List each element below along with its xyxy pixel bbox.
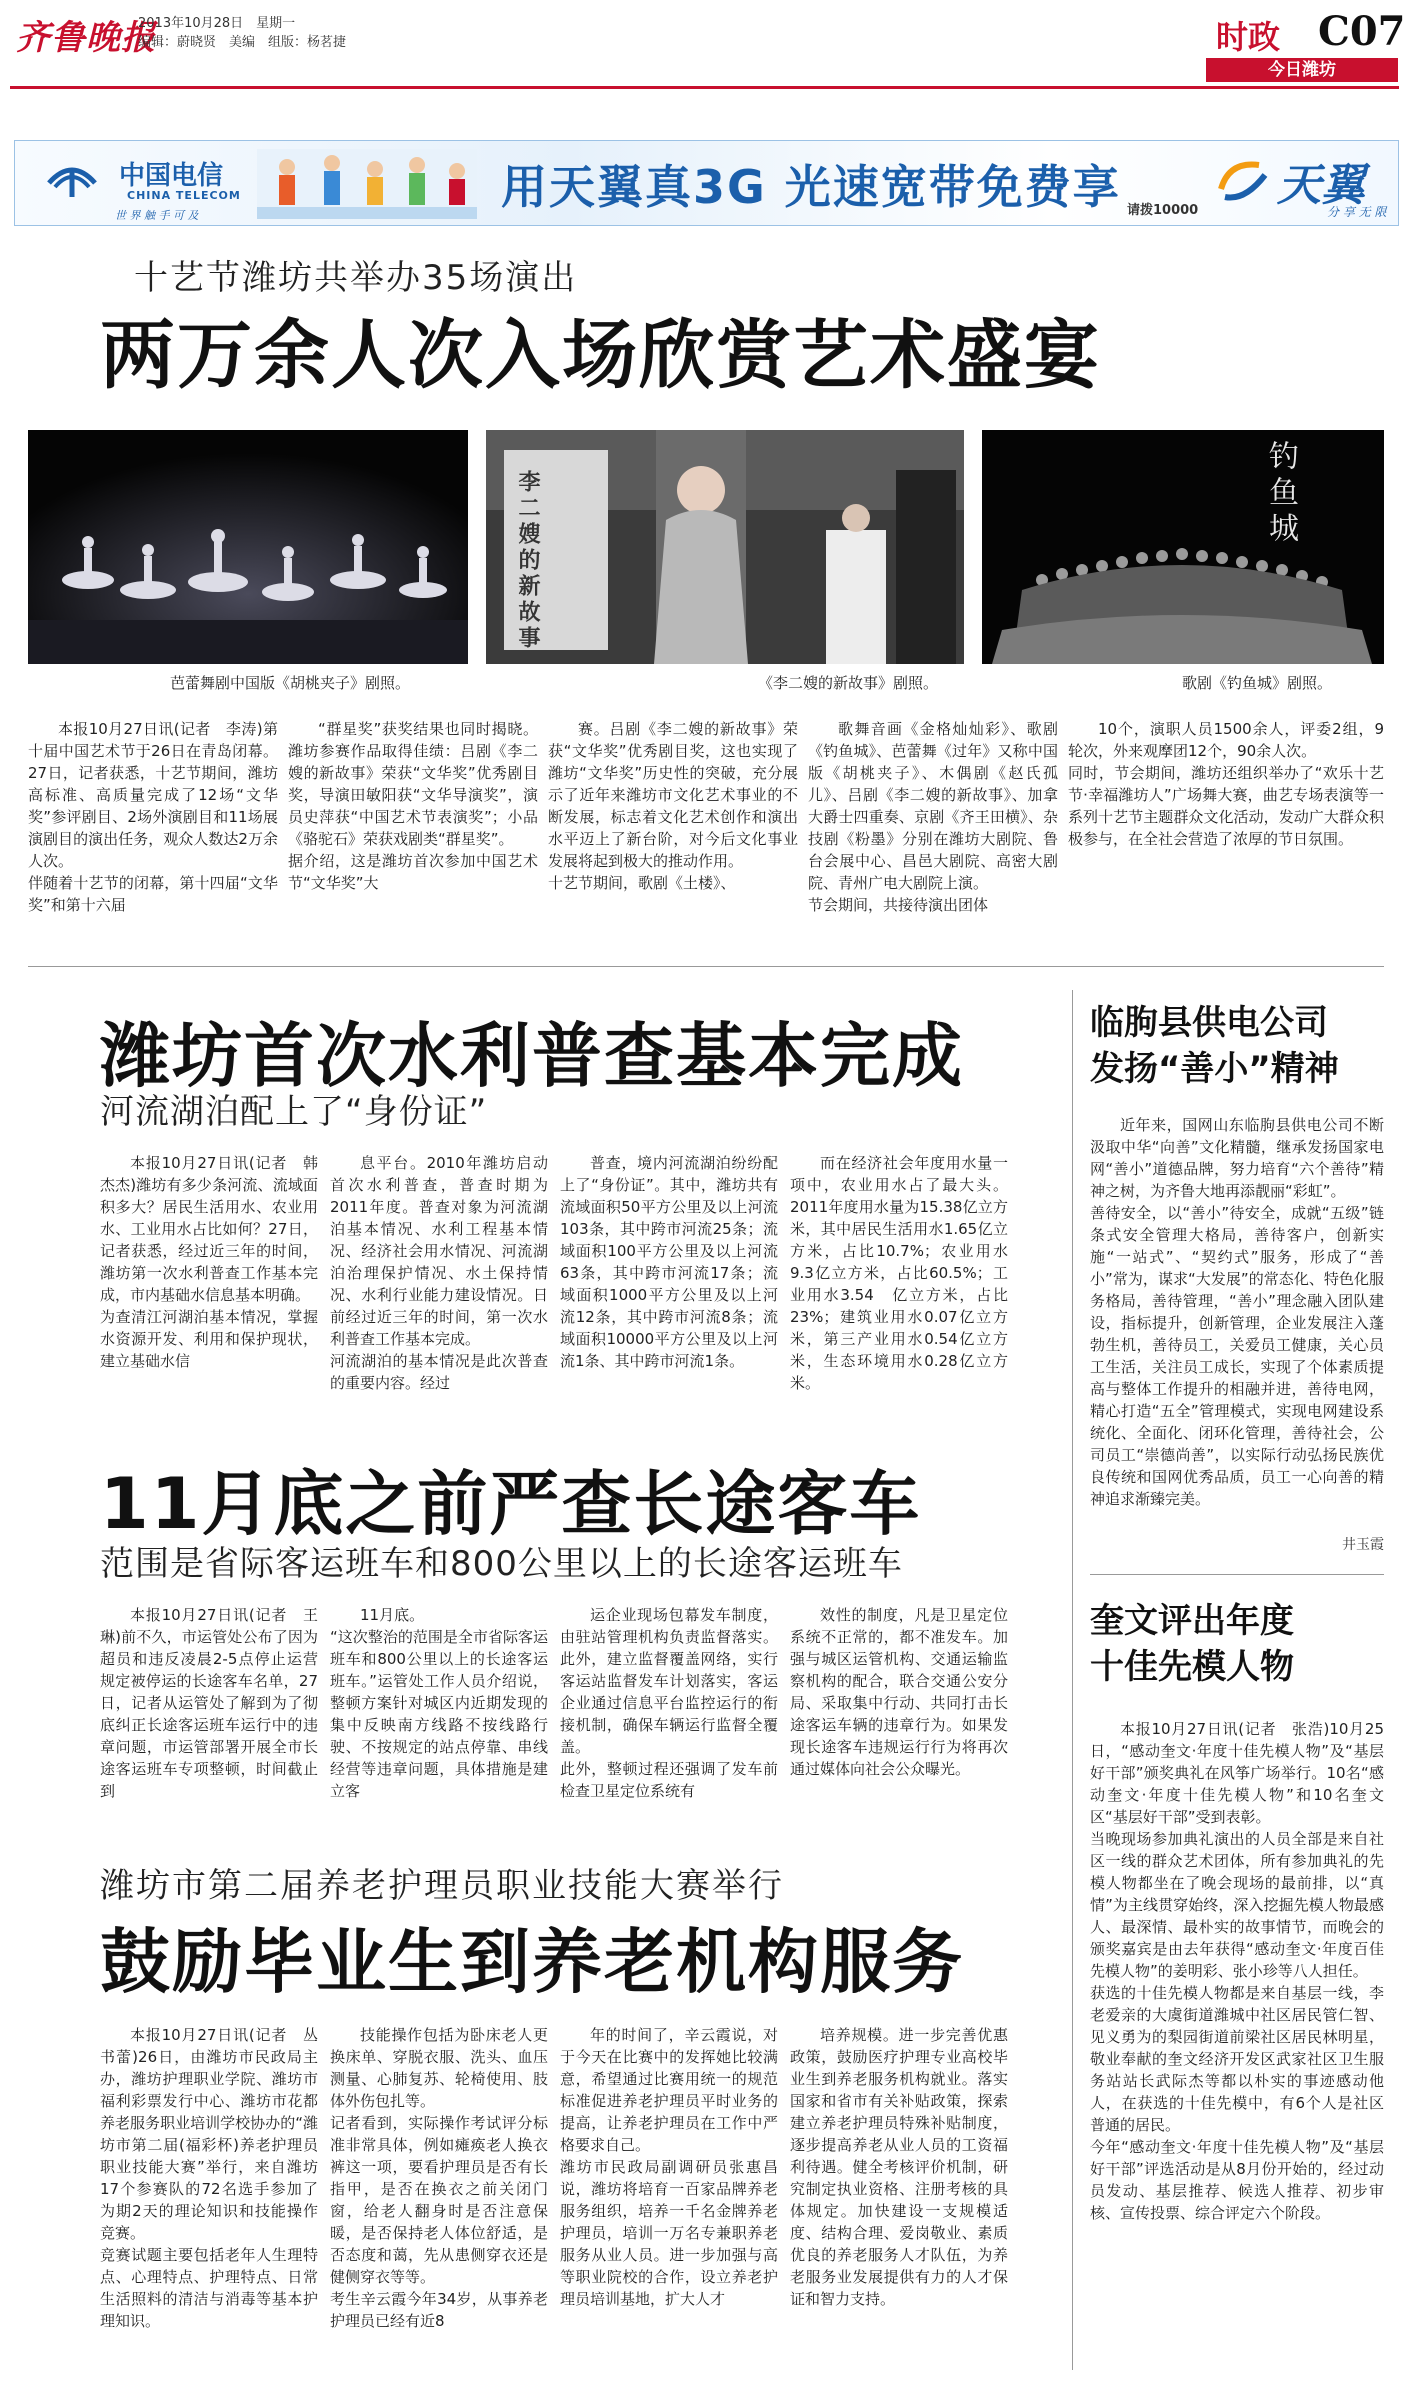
side2-body-text: 本报10月27日讯(记者 张浩)10月25日，“感动奎文·年度十佳先模人物”及“基层好干部”颁奖典礼在风筝广场举行。10名“感动奎文·年度十佳先模人物”和10名奎文区“基层好干部”受到表彰。 当晚现场参加典礼演出的人员全部是来自社区一线的群众艺术团体，所有参加典礼的先模人物都坐在了晚会现场的最前排，以“真情”为主线贯穿始终，深入挖掘先模人物最感人、最深情、最朴实的故事情节，而晚会的颁奖嘉宾是由去年获得“感动奎文·年度百佳先模人物”的姜明彩、张小珍等八人担任。 获选的十佳先模人物都是来自基层一线，李老爱亲的大虞街道潍城中社区居民管仁智、见义勇为的梨园街道前梁社区居民林明星，敬业奉献的奎文经济开发区武家社区卫生服务站站长武际杰等都以朴实的事迹感动他人，在获选的十佳先模中，有6个人是社区普通的居民。 今年“感动奎文·年度十佳先模人物”及“基层好干部”评选活动是从8月份开始的，经过动员发动、基层推荐、候选人推荐、初步审核、宣传投票、综合评定六个阶段。 [1090, 1720, 1384, 2222]
side2-body [1090, 1718, 1384, 2370]
subsection-badge: 今日潍坊 [1206, 58, 1398, 82]
ad-banner[interactable] [14, 140, 1399, 226]
article2-col4-text: 而在经济社会年度用水量一项中，农业用水占了最大头。2011年度用水量为15.38亿立方米，其中居民生活用水1.65亿立方米，占比10.7%；农业用水9.3亿立方米，占比60.5%；工业用水3.54 亿立方米，占比23%；建筑业用水0.07亿立方米，第三产业用水0.54亿立方米，生态环境用水0.28亿立方米。 [790, 1154, 1008, 1392]
ad-tianyi-logo: 天翼 [1277, 160, 1365, 211]
opera-stage-image [486, 430, 964, 664]
article4-col3-text: 年的时间了，辛云霞说，对于今天在比赛中的发挥她比较满意，希望通过比赛用统一的规范标准促进养老护理员平时业务的提高，让养老护理员在工作中严格要求自己。 潍坊市民政局副调研员张惠昌说，潍坊将培育一百家品牌养老服务组织，培养一千名金牌养老护理员，培训一万名专兼职养老服务从业人员。进一步加强与高等职业院校的合作，设立养老护理员培训基地，扩大人才 [560, 2026, 778, 2308]
article1-column-4 [808, 718, 1058, 942]
side1-title-line1: 临朐县供电公司 [1090, 1003, 1328, 1043]
side1-title-line2: 发扬“善小”精神 [1090, 1049, 1339, 1089]
telecom-logo-icon [45, 153, 99, 199]
article3-col1-text: 本报10月27日讯(记者 王琳)前不久，市运管处公布了因为超员和违反凌晨2-5点停止运营规定被停运的长途客车名单，27日，记者从运管处了解到为了彻底纠正长途客运班车运行中的违章问题，市运管部署开展全市长途客运班车专项整顿，时间截止到 [100, 1606, 318, 1800]
opera-chorus-image [982, 430, 1384, 664]
article1-column-3 [548, 718, 798, 942]
article1-headline: 两万余人次入场欣赏艺术盛宴 [100, 311, 1102, 399]
article3-subhead: 范围是省际客运班车和800公里以上的长途客运班车 [100, 1544, 903, 1584]
article2-column-2 [330, 1152, 548, 1412]
article3-col3-text: 运企业现场包幕发车制度，由驻站管理机构负责监督落实。此外，建立监督覆盖网络，实行客运站监督发车计划落实，客运企业通过信息平台监控运行的衔接机制，确保车辆运行监督全覆盖。 此外，整顿过程还强调了发车前检查卫星定位系统有 [560, 1606, 778, 1800]
article4-kicker: 潍坊市第二届养老护理员职业技能大赛举行 [100, 1866, 784, 1906]
side1-body [1090, 1114, 1384, 1526]
article1-col4-text: 歌舞音画《金格灿灿彩》、歌剧《钓鱼城》、芭蕾舞《过年》又称中国版《胡桃夹子》、木偶剧《赵氏孤儿》、吕剧《李二嫂的新故事》、加拿大爵士四重奏、京剧《齐王田横》、杂技剧《粉墨》分别在潍坊大剧院、鲁台会展中心、昌邑大剧院、高密大剧院、青州广电大剧院上演。 节会期间，共接待演出团体 [808, 720, 1058, 914]
article3-col2-text: 11月底。 “这次整治的范围是全市省际客运班车和800公里以上的长途客运班车。”运管处工作人员介绍说，整顿方案针对城区内近期发现的集中反映南方线路不按线路行驶、不按规定的站点停靠、串线经营等违章问题，具体措施是建立客 [330, 1606, 548, 1800]
article4-column-3 [560, 2024, 778, 2370]
section-name: 时政 [1216, 18, 1281, 56]
photo1-caption: 芭蕾舞剧中国版《胡桃夹子》剧照。 [170, 674, 411, 692]
article1-column-2 [288, 718, 538, 942]
article4-column-1 [100, 2024, 318, 2370]
article4-column-2 [330, 2024, 548, 2370]
masthead-info [138, 14, 346, 52]
article1-col5-text: 10个，演职人员1500余人，评委2组，9轮次，外来观摩团12个，90余人次。 同时，节会期间，潍坊还组织举办了“欢乐十艺节·幸福潍坊人”广场舞大赛，曲艺专场表演等一系列十艺节主题群众文化活动，发动广大群众积极参与，在全社会营造了浓厚的节日氛围。 [1068, 720, 1384, 848]
side1-byline: 井玉霞 [1342, 1537, 1384, 1553]
ad-main-slogan: 用天翼真3G 光速宽带免费享 [501, 160, 1121, 214]
article3-column-3 [560, 1604, 778, 1840]
side2-title [1090, 1598, 1294, 1690]
article2-subhead: 河流湖泊配上了“身份证” [100, 1092, 488, 1132]
article3-column-1 [100, 1604, 318, 1840]
side-divider [1090, 1574, 1384, 1575]
article4-column-4 [790, 2024, 1008, 2370]
ad-tianyi-tagline: 分 享 无 限 [1327, 205, 1387, 219]
article3-col4-text: 效性的制度，凡是卫星定位系统不正常的，都不准发车。加强与城区运管机构、交通运输监察机构的配合，联合交通公安分局、采取集中行动、共同打击长途客运车辆的违章行为。如果发现长途客车违规运行行为将再次通过媒体向社会公众曝光。 [790, 1606, 1008, 1778]
photo-nutcracker [28, 430, 468, 664]
date-line: 2013年10月28日 星期一 [138, 16, 296, 31]
sidebar-divider [1072, 990, 1073, 2370]
article4-col4-text: 培养规模。进一步完善优惠政策，鼓励医疗护理专业高校毕业生到养老服务机构就业。落实国家和省市有关补贴政策，探索建立养老护理员特殊补贴制度，逐步提高养老从业人员的工资福利待遇。健全考核评价机制，研究制定执业资格、注册考核的具体规定。加快建设一支规模适度、结构合理、爱岗敬业、素质优良的养老服务人才队伍，为养老服务业发展提供有力的人才保证和智力支持。 [790, 2026, 1008, 2308]
photo-diaoyucheng [982, 430, 1384, 664]
ballet-stage-image [28, 430, 468, 664]
article4-col1-text: 本报10月27日讯(记者 丛书蕾)26日，由潍坊市民政局主办，潍坊护理职业学院、潍坊市福利彩票发行中心、潍坊市花都养老服务职业培训学校协办的“潍坊市第二届(福彩杯)养老护理员职业技能大赛”举行，来自潍坊17个参赛队的72名选手参加了为期2天的理论知识和技能操作竞赛。 竞赛试题主要包括老年人生理特点、心理特点、护理特点、日常生活照料的清洁与消毒等基本护理知识。 [100, 2026, 318, 2330]
ad-slogan: 世 界 触 手 可 及 [115, 209, 199, 222]
article1-col1-text: 本报10月27日讯(记者 李涛)第十届中国艺术节于26日在青岛闭幕。27日，记者获悉，十艺节期间，潍坊高标准、高质量完成了12场“文华奖”参评剧目、2场外演剧目和11场展演剧目的演出任务，观众人数达2万余人次。 伴随着十艺节的闭幕，第十四届“文华奖”和第十六届 [28, 720, 278, 914]
newspaper-logo: 齐鲁晚报 [16, 18, 156, 58]
ad-people-illustration [257, 149, 477, 219]
article1-kicker: 十艺节潍坊共举办35场演出 [134, 258, 578, 298]
side2-title-line1: 奎文评出年度 [1090, 1601, 1294, 1641]
article3-column-4 [790, 1604, 1008, 1840]
ad-hotline: 请拨10000 [1127, 203, 1199, 218]
article3-column-2 [330, 1604, 548, 1840]
photo3-caption: 歌剧《钓鱼城》剧照。 [1182, 674, 1333, 692]
side2-title-line2: 十佳先模人物 [1090, 1647, 1294, 1687]
page-number: C07 [1318, 8, 1406, 55]
article3-headline: 11月底之前严查长途客车 [100, 1463, 922, 1545]
article2-col3-text: 普查，境内河流湖泊纷纷配上了“身份证”。其中，潍坊共有流域面积50平方公里及以上河流103条，其中跨市河流25条；流域面积100平方公里及以上河流63条，其中跨市河流17条；流域面积1000平方公里及以上河流12条，其中跨市河流8条；流域面积10000平方公里及以上河流1条、其中跨市河流1条。 [560, 1154, 778, 1370]
tianyi-swirl-icon [1215, 155, 1273, 205]
article1-column-5 [1068, 718, 1384, 942]
article4-headline: 鼓励毕业生到养老机构服务 [100, 1921, 964, 2003]
side1-title [1090, 1000, 1339, 1092]
article2-column-3 [560, 1152, 778, 1412]
article1-divider [28, 966, 1384, 967]
li-ersao-poster-title: 李二嫂的新故事 [515, 470, 540, 652]
article1-col2-text: “群星奖”获奖结果也同时揭晓。潍坊参赛作品取得佳绩：吕剧《李二嫂的新故事》荣获“文华奖”优秀剧目奖，导演田敏阳获“文华导演奖”，演员史萍获“中国艺术节表演奖”；小品《骆驼石》荣获戏剧类“群星奖”。 据介绍，这是潍坊首次参加中国艺术节“文华奖”大 [288, 720, 538, 892]
article1-col3-text: 赛。吕剧《李二嫂的新故事》荣获“文华奖”优秀剧目奖，这也实现了潍坊“文华奖”历史性的突破，充分展示了近年来潍坊市文化艺术事业的不断发展，标志着文化艺术创作和演出水平迈上了新台阶，对今后文化事业发展将起到极大的推动作用。 十艺节期间，歌剧《土楼》、 [548, 720, 798, 892]
photo-li-ersao [486, 430, 964, 664]
diaoyucheng-title: 钓鱼城 [1263, 440, 1298, 548]
editors-line: 编辑：蔚晓贤 美编 组版：杨茗捷 [138, 35, 347, 50]
masthead-rule [10, 86, 1399, 89]
article1-column-1 [28, 718, 278, 942]
ad-brand-name: 中国电信 [119, 161, 224, 191]
photo2-caption: 《李二嫂的新故事》剧照。 [758, 674, 939, 692]
article2-column-1 [100, 1152, 318, 1412]
article2-col1-text: 本报10月27日讯(记者 韩杰杰)潍坊有多少条河流、流域面积多大？居民生活用水、农业用水、工业用水占比如何？27日，记者获悉，经过近三年的时间，潍坊第一次水利普查工作基本完成，市内基础水信息基本明确。 为查清江河湖泊基本情况，掌握水资源开发、利用和保护现状，建立基础水信 [100, 1154, 318, 1370]
ad-brand-english: CHINA TELECOM [127, 189, 241, 202]
side1-body-text: 近年来，国网山东临朐县供电公司不断汲取中华“向善”文化精髓，继承发扬国家电网“善小”道德品牌，努力培育“六个善待”精神之树，为齐鲁大地再添靓丽“彩虹”。 善待安全，以“善小”待安全，成就“五级”链条式安全管理大格局，善待客户，创新实施“一站式”、“契约式”服务，形成了“善小”常为，谋求“大发展”的常态化、特色化服务格局，善待管理，“善小”理念融入团队建设，指标提升，创新管理，企业发展注入蓬勃生机，善待员工，关爱员工健康，关心员工生活，关注员工成长，实现了个体素质提高与整体工作提升的相融并进，善待电网，精心打造“五全”管理模式，实现电网建设系统化、全面化、闭环化管理，善待社会，公司员工“崇德尚善”，以实际行动弘扬民族优良传统和国网优秀品质，员工一心向善的精神追求渐臻完美。 [1090, 1116, 1384, 1508]
article2-headline: 潍坊首次水利普查基本完成 [100, 1015, 964, 1097]
article2-column-4 [790, 1152, 1008, 1412]
article4-col2-text: 技能操作包括为卧床老人更换床单、穿脱衣服、洗头、血压测量、心肺复苏、轮椅使用、肢体外伤包扎等。 记者看到，实际操作考试评分标准非常具体，例如瘫痪老人换衣裤这一项，要看护理员是否有长指甲，是否在换衣之前关闭门窗，给老人翻身时是否注意保暖，是否保持老人体位舒适，是否态度和蔼，先从患侧穿衣还是健侧穿衣等等。 考生辛云霞今年34岁，从事养老护理员已经有近8 [330, 2026, 548, 2330]
article2-col2-text: 息平台。2010年潍坊启动首次水利普查，普查时期为2011年度。普查对象为河流湖泊基本情况、水利工程基本情况、经济社会用水情况、河流湖泊治理保护情况、水土保持情况、水利行业能力建设情况。日前经过近三年的时间，第一次水利普查工作基本完成。 河流湖泊的基本情况是此次普查的重要内容。经过 [330, 1154, 548, 1392]
